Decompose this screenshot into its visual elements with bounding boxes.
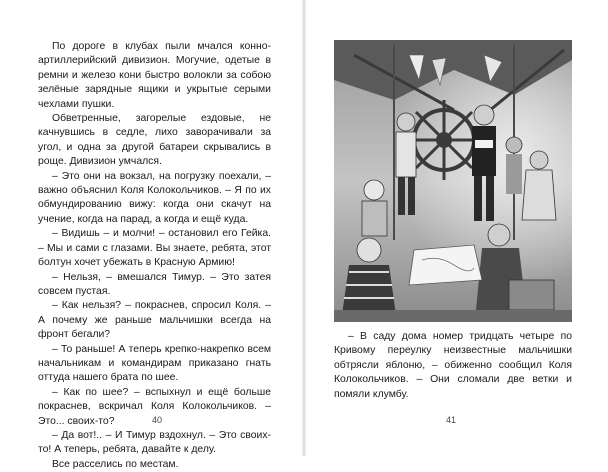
paragraph: – Это они на вокзал, на погрузку поехали, – важно объяснил Коля Колокольчиков. – Я по их обмундированию вижу: когда они скачут на учение, когда на парад, а когда и ещё куда. bbox=[38, 170, 271, 225]
paragraph: – В саду дома номер тридцать четыре по Кривому переулку неизвестные мальчишки обтрясли яблоню, – обиженно сообщил Коля Колокольчиков. – Они сломали две ветки и помяли клумбу. bbox=[334, 331, 572, 400]
paragraph: – То раньше! А теперь крепко-накрепко всем начальникам и командирам приказано гнать оттуда нашего брата по шее. bbox=[38, 343, 271, 384]
page-number: 41 bbox=[446, 415, 457, 425]
paragraph: По дороге в клубах пыли мчался конно-артиллерийский дивизион. Могучие, одетые в ремни и железо кони быстро волокли за собою зелёные зарядные ящики и укрытые серыми чехлами пушки. bbox=[38, 41, 271, 110]
page-number: 40 bbox=[152, 415, 163, 425]
paragraph: – Как по шее? – вспыхнул и ещё больше покраснев, вскричал Коля Колокольчиков. – Это... своих-то? bbox=[38, 386, 271, 427]
right-page bbox=[304, 0, 608, 456]
paragraph: – Нельзя, – вмешался Тимур. – Это затея совсем пустая. bbox=[38, 271, 271, 297]
left-page bbox=[0, 0, 304, 470]
paragraph: – Да вот!.. – И Тимур вздохнул. – Это своих-то! А теперь, ребята, давайте к делу. bbox=[38, 429, 271, 456]
paragraph: Обветренные, загорелые ездовые, не качнувшись в седле, лихо заворачивали за угол, и одна за другой батареи скрывались в роще. Дивизион умчался. bbox=[38, 113, 271, 168]
paragraph: – Видишь – и молчи! – остановил его Гейка. – Мы и сами с глазами. Вы знаете, ребята, этот болтун хочет убежать в Красную Армию! bbox=[38, 228, 271, 269]
right-text-block bbox=[334, 330, 572, 402]
left-text-block bbox=[38, 40, 271, 472]
paragraph: – Как нельзя? – покраснев, спросил Коля. – А почему же раньше мальчишки всегда на фронт бегали? bbox=[38, 300, 271, 341]
paragraph: Все расселись по местам. bbox=[52, 458, 179, 470]
illustration bbox=[334, 40, 572, 322]
